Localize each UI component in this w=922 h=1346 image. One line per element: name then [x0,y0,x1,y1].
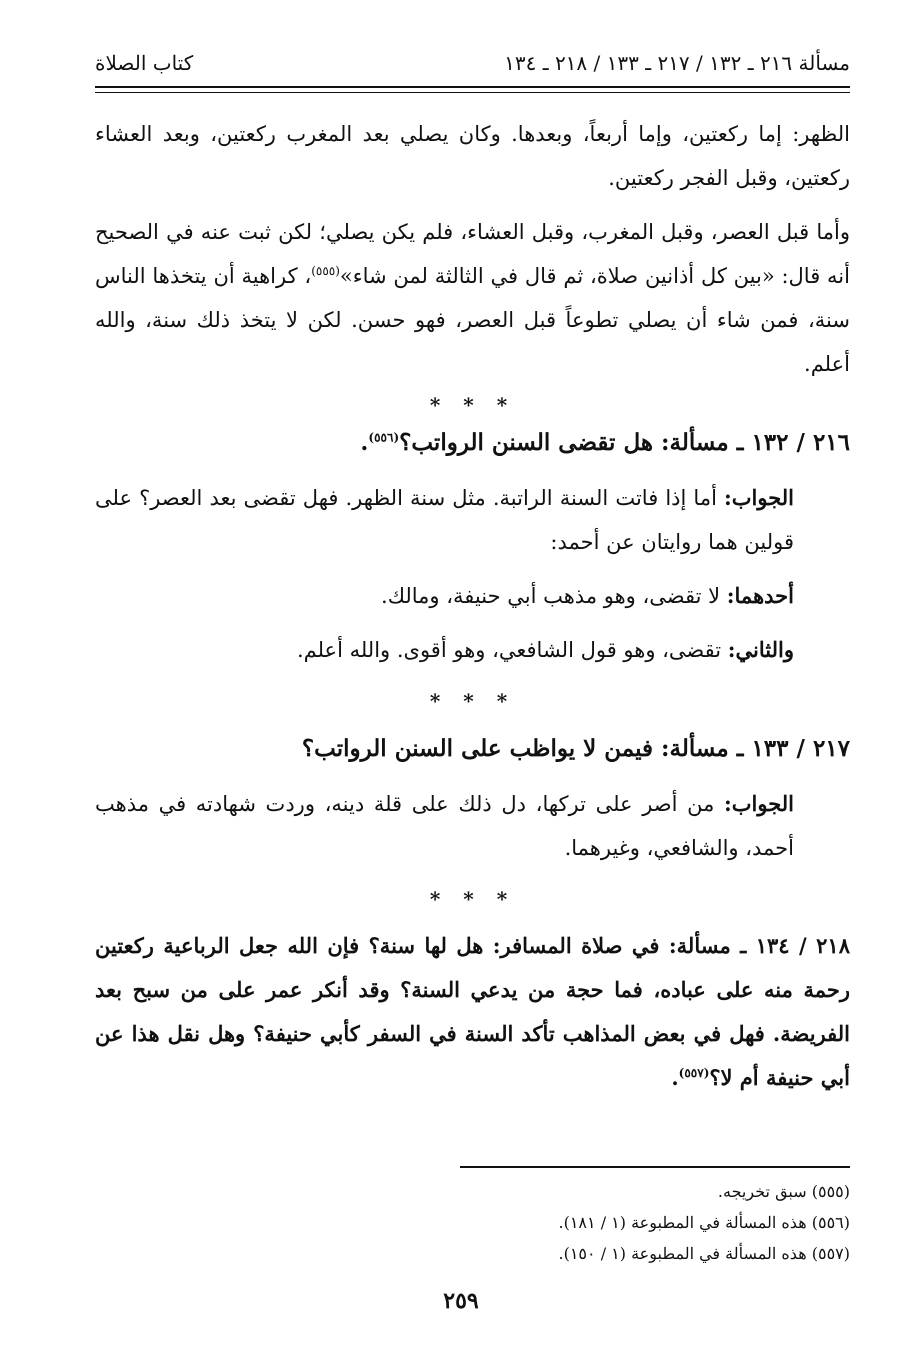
footnote-ref-556: (٥٥٦) [368,430,400,445]
main-text [95,112,850,1100]
footnote-rule [460,1166,850,1168]
header-rule-thin [95,92,850,93]
question-216-heading: ٢١٦ / ١٣٢ ـ مسألة: هل تقضى السنن الرواتب؟$^{(٥٥٦)}$. [360,429,850,456]
question-218: ٢١٨ / ١٣٤ ـ مسألة: في صلاة المسافر: هل لها سنة؟ فإن الله جعل الرباعية ركعتين رحمة منه على عباده، فما حجة من يدعي السنة؟ وقد أنكر عمر على من سبح بعد الفريضة. فهل في بعض المذاهب تأكد السنة في السفر كأبي حنيفة؟ وهل نقل هذا عن أبي حنيفة أم لا؟$^{(٥٥٧)}$. [95,933,850,1090]
question-216-answer: الجواب: أما إذا فاتت السنة الراتبة. مثل سنة الظهر. فهل تقضى بعد العصر؟ على قولين هما روايتان عن أحمد: [95,485,794,554]
question-216-second-opinion: والثاني: تقضى، وهو قول الشافعي، وهو أقوى. والله أعلم. [296,637,794,662]
header-book-title: كتاب الصلاة [95,51,194,75]
section-separator: * * * [429,689,516,713]
footnote-557: (٥٥٧) هذه المسألة في المطبوعة (١ / ١٥٠). [558,1244,850,1263]
page-number: ٢٥٩ [443,1288,479,1314]
footnote-556: (٥٥٦) هذه المسألة في المطبوعة (١ / ١٨١). [558,1213,850,1232]
question-216-first-opinion: أحدهما: لا تقضى، وهو مذهب أبي حنيفة، ومالك. [381,583,794,608]
section-separator: * * * [429,393,516,417]
header-section-title: مسألة ٢١٦ ـ ١٣٢ / ٢١٧ ـ ١٣٣ / ٢١٨ ـ ١٣٤ [504,51,850,75]
footnotes [95,1176,850,1269]
footnote-ref-557: (٥٥٧) [678,1066,710,1080]
paragraph-2: وأما قبل العصر، وقبل المغرب، وقبل العشاء، فلم يكن يصلي؛ لكن ثبت عنه في الصحيح أنه قال: «بين كل أذانين صلاة، ثم قال في الثالثة لمن شاء»$^{(٥٥٥)}$، كراهية أن يتخذها الناس سنة، فمن شاء أن يصلي تطوعاً قبل العصر، فهو حسن. لكن لا يتخذ ذلك سنة، والله أعلم. [95,220,850,376]
paragraph-1: الظهر: إما ركعتين، وإما أربعاً، وبعدها. وكان يصلي بعد المغرب ركعتين، وبعد العشاء ركعتين، وقبل الفجر ركعتين. [95,122,850,190]
footnote-555: (٥٥٥) سبق تخريجه. [717,1182,850,1201]
section-separator: * * * [429,887,516,911]
question-217-heading: ٢١٧ / ١٣٣ ـ مسألة: فيمن لا يواظب على السنن الرواتب؟ [301,735,850,762]
header-rule-thick [95,86,850,88]
running-header [95,46,850,80]
footnote-ref-555: (٥٥٥) [311,264,340,278]
question-217-answer: الجواب: من أصر على تركها، دل ذلك على قلة دينه، وردت شهادته في مذهب أحمد، والشافعي، وغيرهما. [95,791,794,860]
